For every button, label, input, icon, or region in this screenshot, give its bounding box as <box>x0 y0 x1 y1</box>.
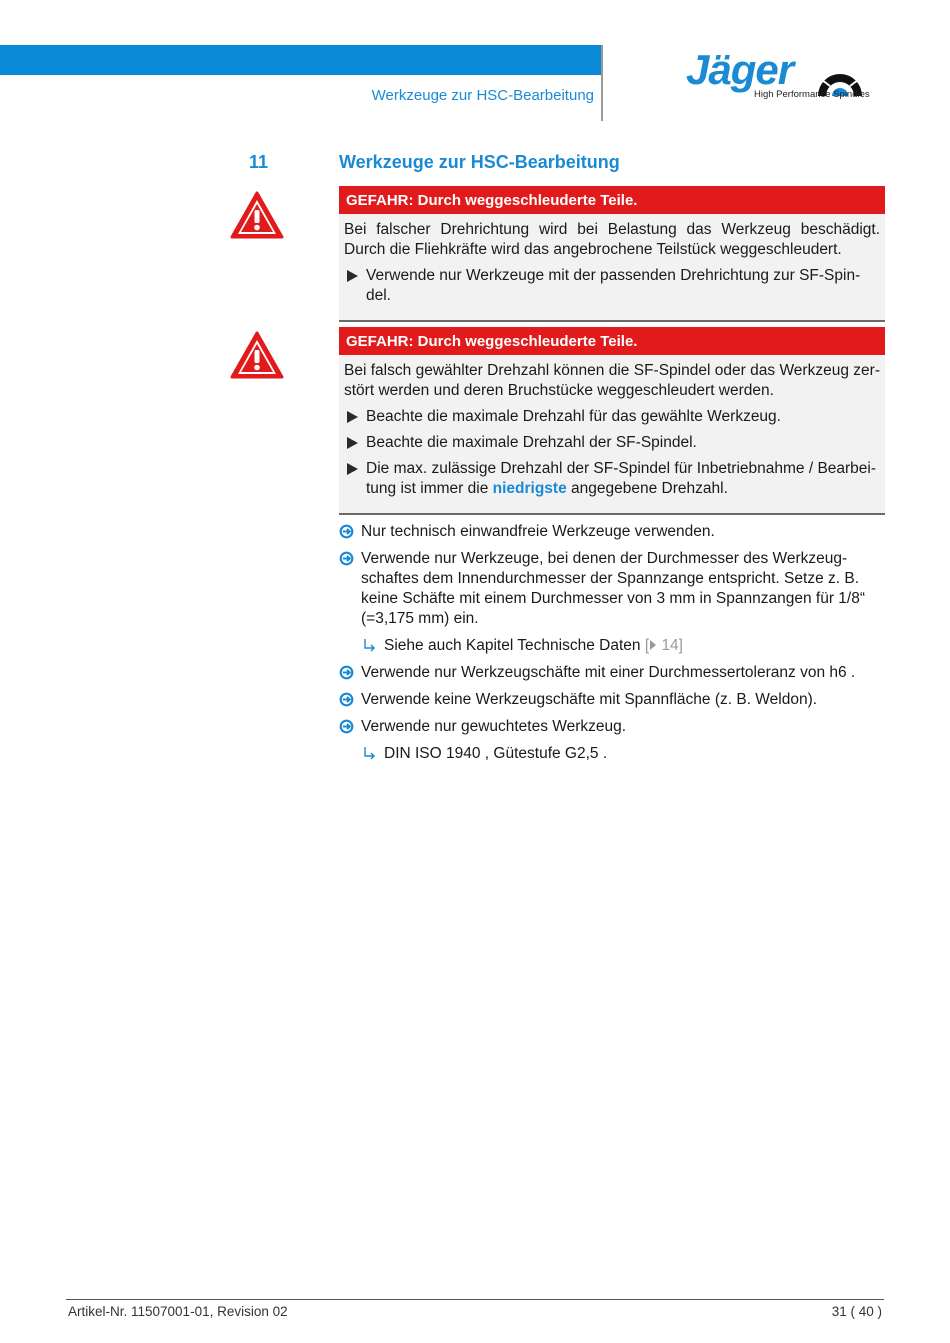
danger-box-text: Bei falscher Drehrichtung wird bei Belastung das Werkzeug beschädigt. Durch die Fliehkräfte wird das angebrochene Teilstück weggeschleudert. <box>344 221 880 258</box>
danger-box-rotation <box>339 186 885 322</box>
circle-arrow-icon <box>339 665 354 680</box>
circle-arrow-icon <box>339 551 354 566</box>
action-triangle-icon <box>347 437 358 449</box>
section-title: Werkzeuge zur HSC-Bearbeitung <box>339 152 620 172</box>
emphasis-keyword: niedrigste <box>492 480 567 497</box>
list-item <box>339 663 887 683</box>
circle-arrow-icon <box>339 719 354 734</box>
danger-warning-icon <box>229 190 285 240</box>
logo-wordmark: Jäger <box>686 46 794 93</box>
danger-action-item <box>344 459 880 499</box>
page-ref-arrow-icon <box>649 639 657 651</box>
list-item-text: Verwende nur gewuchtetes Werkzeug. <box>361 718 627 735</box>
instruction-list <box>339 522 887 771</box>
danger-box-heading: GEFAHR: Durch weggeschleuderte Teile. <box>339 327 885 355</box>
action-triangle-icon <box>347 463 358 475</box>
action-triangle-icon <box>347 270 358 282</box>
header-title: Werkzeuge zur HSC-Bearbeitung <box>371 87 594 104</box>
danger-action-item <box>344 407 880 427</box>
cross-reference-item <box>339 636 887 656</box>
list-item <box>339 522 887 542</box>
result-arrow-icon <box>362 638 376 653</box>
section-number: 11 <box>249 152 269 172</box>
header-divider <box>601 45 603 121</box>
header-accent-bar <box>0 45 602 75</box>
list-item-text: Verwende keine Werkzeugschäfte mit Spannfläche (z. B. Weldon). <box>361 691 818 708</box>
danger-action-text: Beachte die maximale Drehzahl der SF-Spindel. <box>366 434 697 451</box>
danger-box-text: Bei falsch gewählter Drehzahl können die SF-Spindel oder das Werkzeug zerstört werden und deren Bruchstücke weggeschleudert werden. <box>344 362 880 399</box>
danger-action-item <box>344 433 880 453</box>
result-arrow-icon <box>362 746 376 761</box>
cross-reference-page-link[interactable]: 14] <box>661 637 683 654</box>
company-logo <box>682 46 872 102</box>
footer-page-number: 31 ( 40 ) <box>831 1304 882 1319</box>
danger-warning-icon <box>229 330 285 380</box>
list-item <box>339 690 887 710</box>
danger-action-text: Die max. zulässige Drehzahl der SF-Spindel für Inbetriebnahme / Bearbeitung ist immer die <box>366 460 877 497</box>
footer-divider <box>66 1299 884 1300</box>
danger-action-text: Beachte die maximale Drehzahl für das gewählte Werkzeug. <box>366 408 781 425</box>
logo-tagline: High Performance Spindles <box>754 89 870 100</box>
action-triangle-icon <box>347 411 358 423</box>
footer-article-number: Artikel-Nr. 11507001-01, Revision 02 <box>68 1304 288 1319</box>
danger-action-text: Verwende nur Werkzeuge mit der passenden Drehrichtung zur SF-Spindel. <box>366 267 861 304</box>
danger-box-heading: GEFAHR: Durch weggeschleuderte Teile. <box>339 186 885 214</box>
result-text: DIN ISO 1940 , Gütestufe G2,5 . <box>384 745 608 762</box>
list-item-text: Verwende nur Werkzeuge, bei denen der Durchmesser des Werkzeugschaftes dem Innendurchmesser der Spannzange entspricht. Setze z. B. keine Schäfte mit einem Durchmesser von 3 mm in Spannzangen für 1/8“ (=3,175 mm) ein. <box>361 550 865 627</box>
cross-reference-text: Siehe auch Kapitel Technische Daten <box>384 637 641 654</box>
danger-box-speed <box>339 327 885 515</box>
list-item-text: Verwende nur Werkzeugschäfte mit einer Durchmessertoleranz von h6 . <box>361 664 856 681</box>
circle-arrow-icon <box>339 692 354 707</box>
result-item <box>339 744 887 764</box>
danger-action-item <box>344 266 880 306</box>
cross-reference-bracket: [ <box>644 637 650 654</box>
list-item-text: Nur technisch einwandfreie Werkzeuge verwenden. <box>361 523 715 540</box>
list-item <box>339 717 887 737</box>
danger-action-text: angegebene Drehzahl. <box>571 480 728 497</box>
list-item <box>339 549 887 629</box>
circle-arrow-icon <box>339 524 354 539</box>
